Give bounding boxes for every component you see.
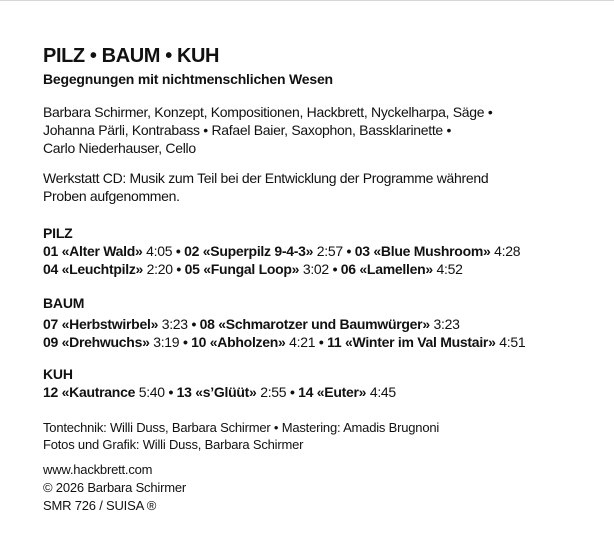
track-separator: • <box>179 334 192 350</box>
track-duration: 4:28 <box>490 243 521 259</box>
production-credit-line: Fotos und Grafik: Willi Duss, Barbara Schirmer <box>43 437 304 452</box>
section-title-kuh: KUH <box>43 366 73 382</box>
track-separator: • <box>328 261 341 277</box>
track-title: 07 «Herbstwirbel» <box>43 316 159 332</box>
track-title: 01 «Alter Wald» <box>43 243 143 259</box>
track-item <box>177 384 299 400</box>
track-separator: • <box>172 261 185 277</box>
track-item <box>327 334 525 350</box>
track-item <box>43 384 177 400</box>
track-title: 02 «Superpilz 9-4-3» <box>184 243 314 259</box>
track-duration: 4:51 <box>495 334 526 350</box>
track-item <box>191 334 327 350</box>
section-title-baum: BAUM <box>43 295 85 311</box>
track-duration: 5:40 <box>135 384 165 400</box>
catalog-number: SMR 726 / SUISA ® <box>43 498 157 513</box>
track-duration: 3:19 <box>149 334 180 350</box>
track-item <box>43 243 184 259</box>
track-title: 05 «Fungal Loop» <box>184 261 300 277</box>
track-duration: 4:05 <box>142 243 173 259</box>
top-divider <box>0 0 614 1</box>
track-duration: 2:57 <box>313 243 343 259</box>
track-title: 03 «Blue Mushroom» <box>354 243 491 259</box>
track-item <box>355 243 521 259</box>
track-separator: • <box>172 243 185 259</box>
album-title: PILZ • BAUM • KUH <box>43 45 220 67</box>
track-duration: 3:23 <box>429 316 460 332</box>
track-item <box>43 316 200 332</box>
tracklist-line <box>43 260 463 278</box>
track-title: 11 «Winter im Val Mustair» <box>327 334 496 350</box>
track-duration: 2:55 <box>256 384 287 400</box>
track-separator: • <box>342 243 355 259</box>
production-note-line: Werkstatt CD: Musik zum Teil bei der Entwicklung der Programme während <box>43 170 489 186</box>
section-title-pilz: PILZ <box>43 225 73 241</box>
tracklist-line <box>43 242 520 260</box>
track-item <box>200 316 460 332</box>
track-separator: • <box>187 316 200 332</box>
track-item <box>341 261 463 277</box>
track-title: 04 «Leuchtpilz» <box>43 261 144 277</box>
copyright-notice: © 2026 Barbara Schirmer <box>43 480 186 495</box>
track-separator: • <box>315 334 328 350</box>
credits-line: Barbara Schirmer, Konzept, Kompositionen, Hackbrett, Nyckelharpa, Säge • <box>43 104 493 120</box>
tracklist-line <box>43 315 460 333</box>
track-duration: 2:20 <box>143 261 173 277</box>
track-separator: • <box>164 384 177 400</box>
track-title: 10 «Abholzen» <box>191 334 286 350</box>
track-title: 06 «Lamellen» <box>340 261 433 277</box>
track-separator: • <box>286 384 299 400</box>
tracklist-line <box>43 383 396 401</box>
album-subtitle: Begegnungen mit nichtmenschlichen Wesen <box>43 71 333 87</box>
track-duration: 3:02 <box>299 261 329 277</box>
production-credit-line: Tontechnik: Willi Duss, Barbara Schirmer • Mastering: Amadis Brugnoni <box>43 420 440 435</box>
credits-line: Johanna Pärli, Kontrabass • Rafael Baier, Saxophon, Bassklarinette • <box>43 122 452 138</box>
production-note-line: Proben aufgenommen. <box>43 188 180 204</box>
credits-line: Carlo Niederhauser, Cello <box>43 140 196 156</box>
track-duration: 4:21 <box>285 334 316 350</box>
track-duration: 3:23 <box>158 316 188 332</box>
track-item <box>43 261 185 277</box>
track-title: 12 «Kautrance <box>43 384 136 400</box>
track-item <box>185 261 341 277</box>
track-title: 13 «s’Glüüt» <box>176 384 257 400</box>
track-item <box>184 243 355 259</box>
track-item <box>298 384 396 400</box>
track-title: 14 «Euter» <box>298 384 367 400</box>
track-duration: 4:45 <box>366 384 396 400</box>
track-title: 08 «Schmarotzer und Baumwürger» <box>199 316 430 332</box>
track-duration: 4:52 <box>432 261 463 277</box>
website: www.hackbrett.com <box>43 462 153 477</box>
track-title: 09 «Drehwuchs» <box>43 334 150 350</box>
track-item <box>43 334 191 350</box>
tracklist-line <box>43 333 525 351</box>
